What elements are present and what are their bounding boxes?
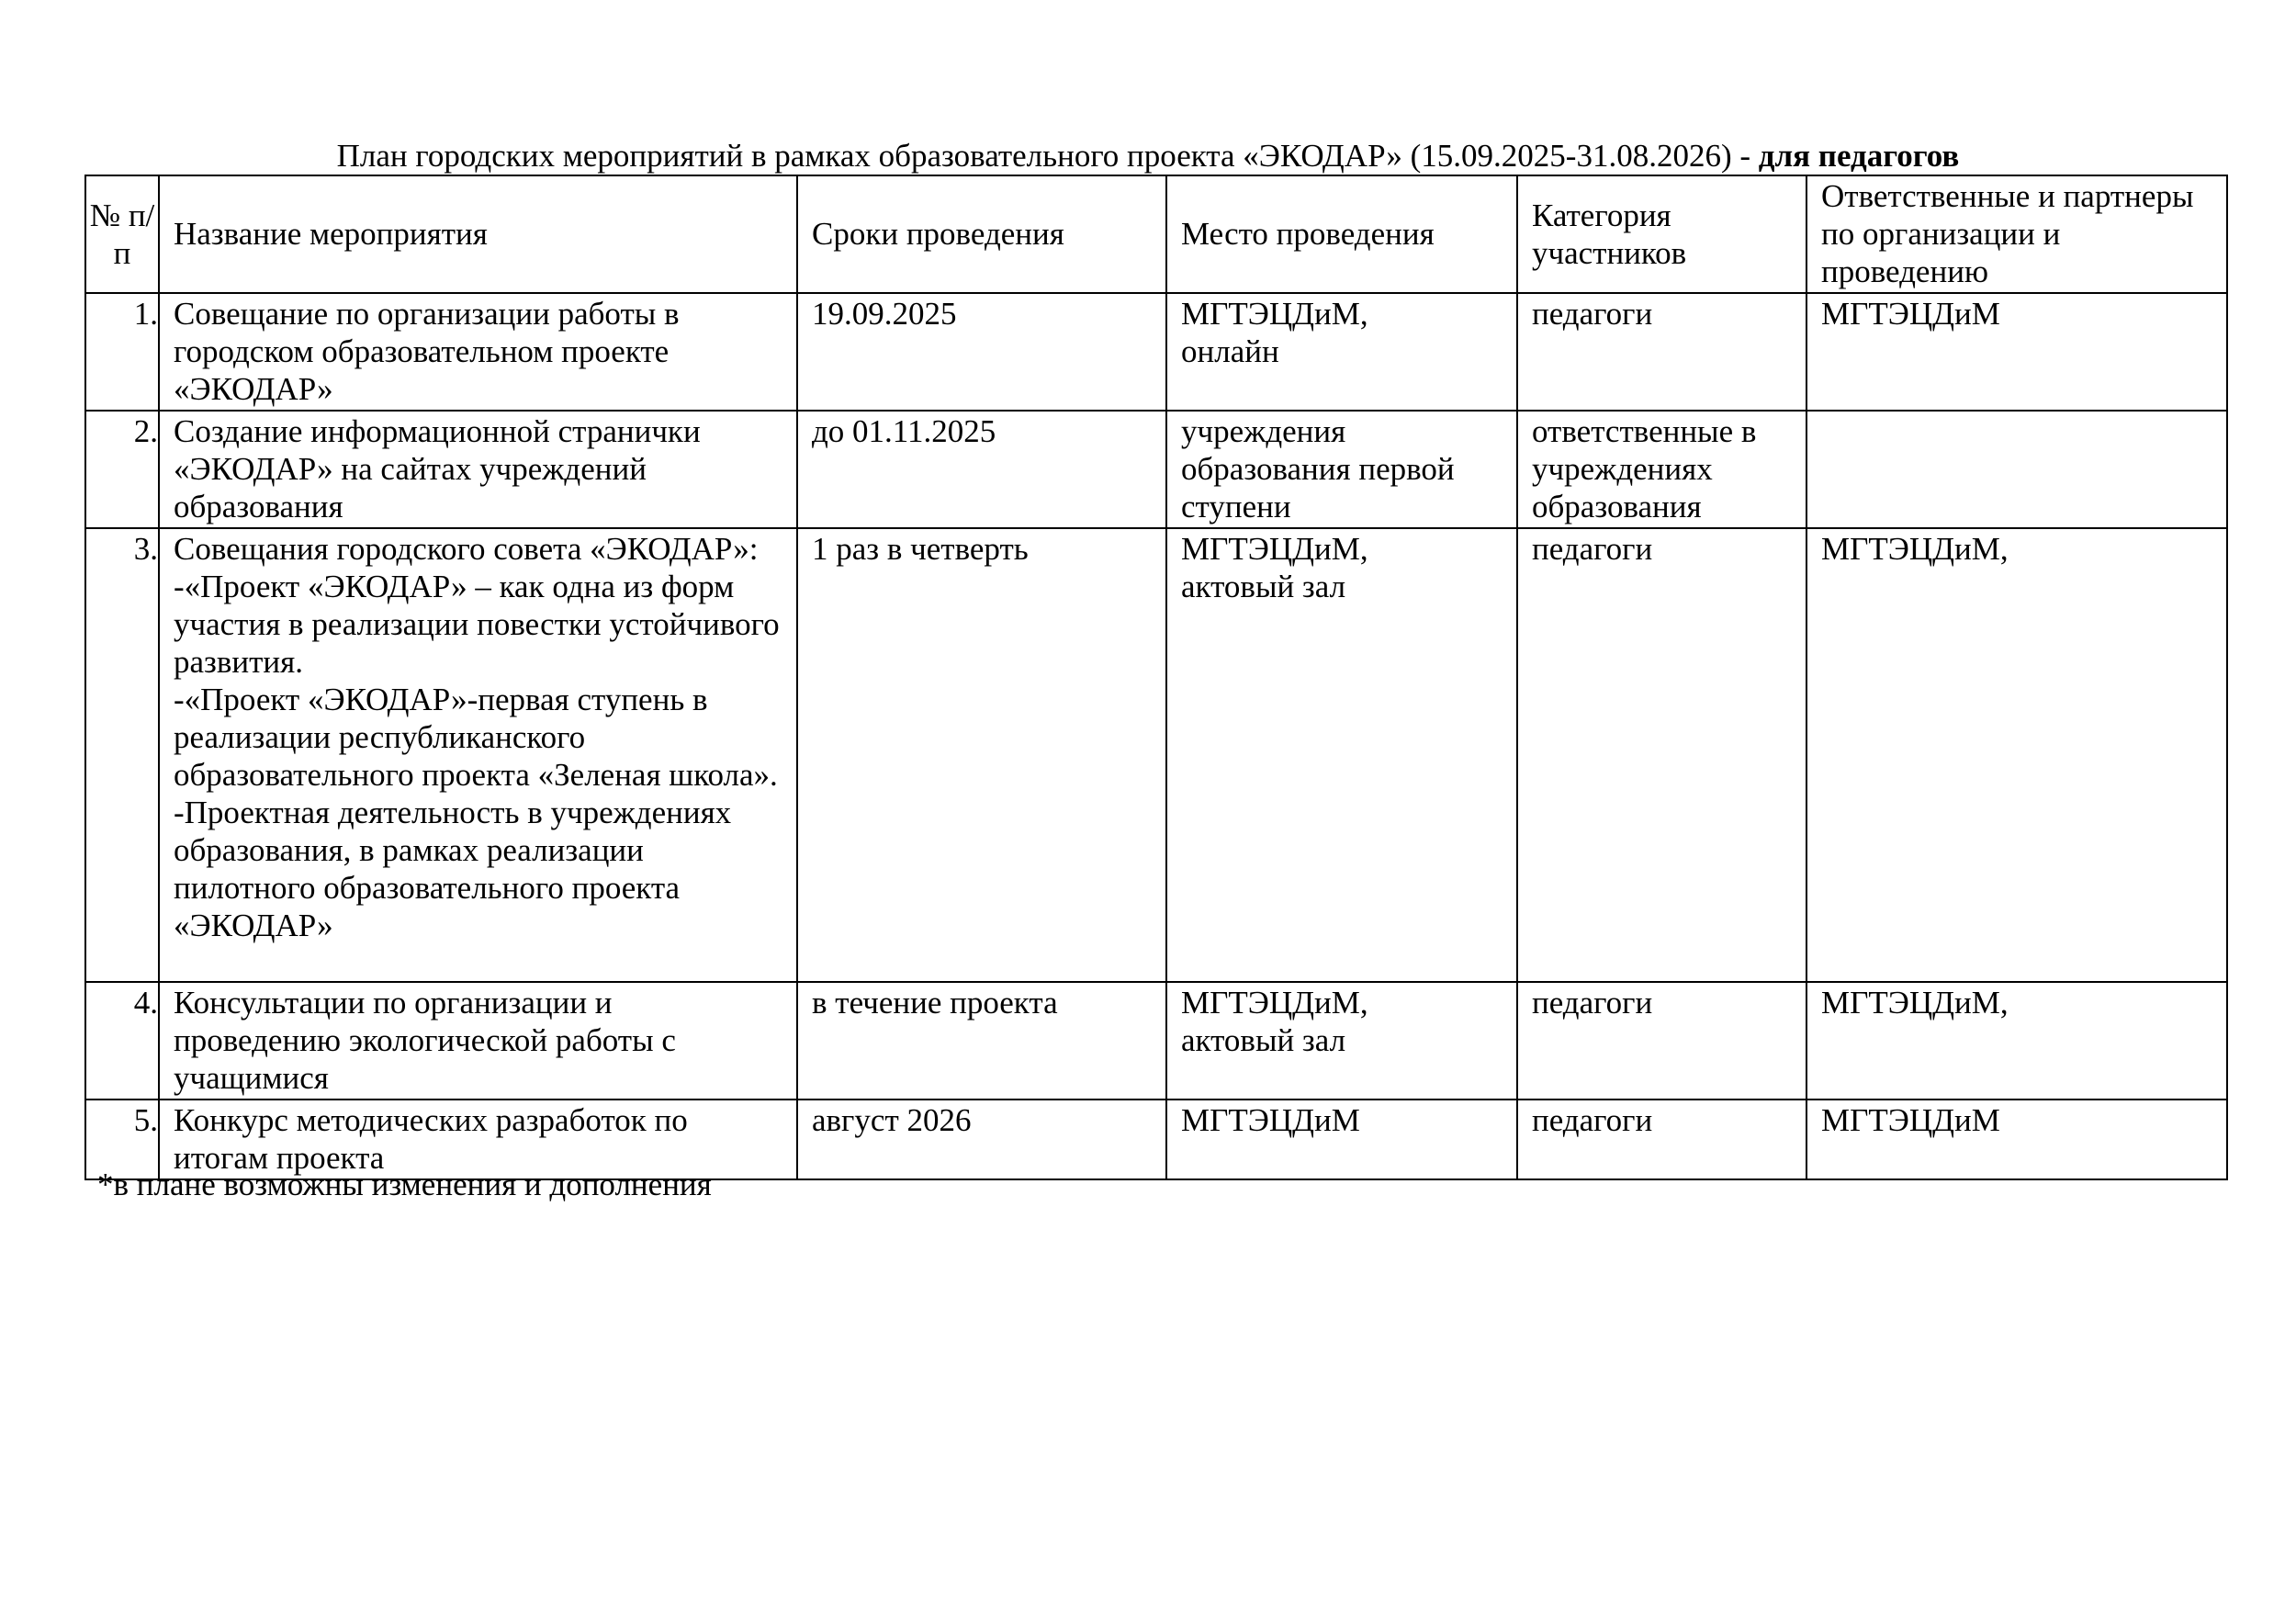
header-place: Место проведения — [1166, 175, 1517, 293]
row-name: Совещания городского совета «ЭКОДАР»: -«Проект «ЭКОДАР» – как одна из форм участия в реализации повестки устойчивого развития. -«Проект «ЭКОДАР»-первая ступень в реализации республиканского образовательного проекта «Зеленая школа». -Проектная деятельность в учреждениях образования, в рамках реализации пилотного образовательного проекта «ЭКОДАР» — [159, 528, 797, 982]
row-num: 4. — [85, 982, 159, 1100]
row-dates: 19.09.2025 — [797, 293, 1166, 411]
row-place: МГТЭЦДиМ — [1166, 1100, 1517, 1179]
title-bold: для педагогов — [1758, 138, 1960, 174]
header-num: № п/п — [85, 175, 159, 293]
header-dates: Сроки проведения — [797, 175, 1166, 293]
row-category: ответственные в учреждениях образования — [1517, 411, 1806, 528]
row-name: Создание информационной странички «ЭКОДАР» на сайтах учреждений образования — [159, 411, 797, 528]
row-category: педагоги — [1517, 528, 1806, 982]
header-responsible: Ответственные и партнеры по организации и проведению — [1806, 175, 2227, 293]
row-place: МГТЭЦДиМ, актовый зал — [1166, 528, 1517, 982]
row-name: Совещание по организации работы в городском образовательном проекте «ЭКОДАР» — [159, 293, 797, 411]
row-dates: до 01.11.2025 — [797, 411, 1166, 528]
header-name: Название мероприятия — [159, 175, 797, 293]
row-num: 2. — [85, 411, 159, 528]
row-dates: 1 раз в четверть — [797, 528, 1166, 982]
row-responsible: МГТЭЦДиМ — [1806, 293, 2227, 411]
page-title — [0, 134, 2296, 178]
table-row — [85, 411, 2227, 528]
row-num: 5. — [85, 1100, 159, 1179]
row-place: МГТЭЦДиМ, актовый зал — [1166, 982, 1517, 1100]
row-responsible: МГТЭЦДиМ, — [1806, 528, 2227, 982]
row-place: учреждения образования первой ступени — [1166, 411, 1517, 528]
table-row — [85, 528, 2227, 982]
header-category: Категория участников — [1517, 175, 1806, 293]
row-category: педагоги — [1517, 293, 1806, 411]
row-dates: в течение проекта — [797, 982, 1166, 1100]
row-name: Конкурс методических разработок по итогам проекта — [159, 1100, 797, 1179]
row-category: педагоги — [1517, 1100, 1806, 1179]
row-num: 1. — [85, 293, 159, 411]
events-table — [84, 175, 2228, 1180]
row-place: МГТЭЦДиМ, онлайн — [1166, 293, 1517, 411]
row-category: педагоги — [1517, 982, 1806, 1100]
table-row — [85, 982, 2227, 1100]
table-row — [85, 293, 2227, 411]
footnote: *в плане возможны изменения и дополнения — [97, 1167, 712, 1202]
title-main: План городских мероприятий в рамках образовательного проекта «ЭКОДАР» (15.09.2025-31.08.2026) - — [336, 138, 1759, 174]
table-header-row — [85, 175, 2227, 293]
row-responsible: МГТЭЦДиМ, — [1806, 982, 2227, 1100]
row-responsible: МГТЭЦДиМ — [1806, 1100, 2227, 1179]
row-name: Консультации по организации и проведению экологической работы с учащимися — [159, 982, 797, 1100]
row-num: 3. — [85, 528, 159, 982]
row-responsible — [1806, 411, 2227, 528]
row-dates: август 2026 — [797, 1100, 1166, 1179]
